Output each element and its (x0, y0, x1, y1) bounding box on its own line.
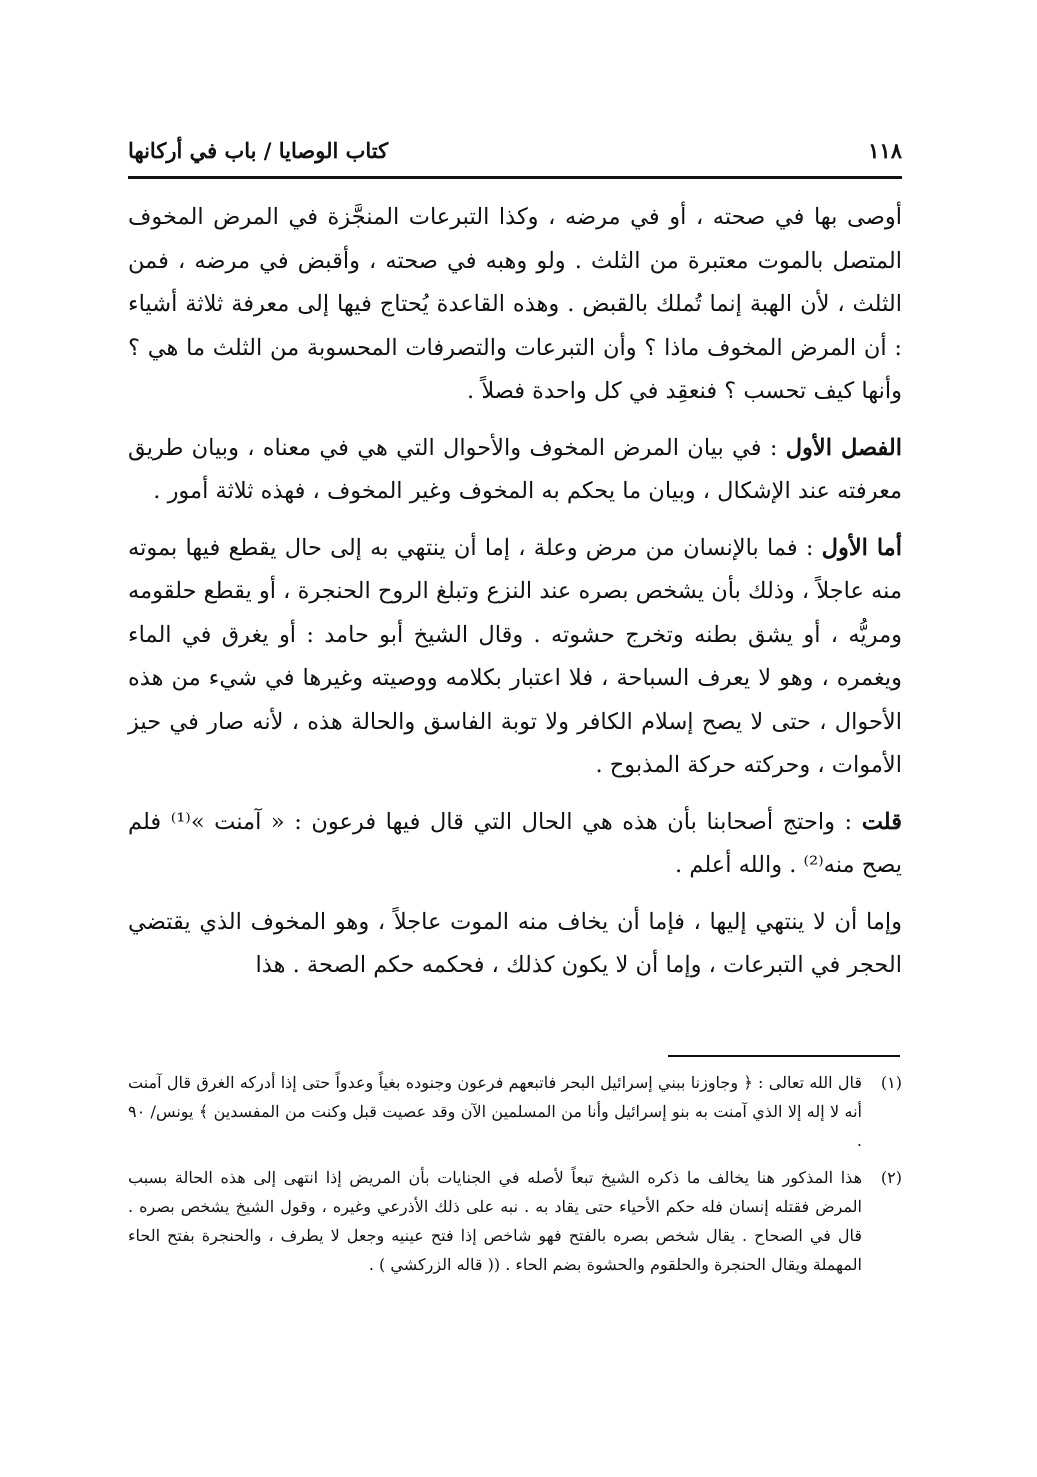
footnote-number: (١) (880, 1073, 902, 1092)
footnote-rule (668, 1055, 900, 1057)
paragraph (128, 427, 902, 514)
paragraph (128, 801, 902, 888)
footnote-text: قال الله تعالى : ﴿ وجاوزنا ببني إسرائيل البحر فاتبعهم فرعون وجنوده بغياً وعدواً حتى إذا أدركه الغرق قال آمنت أنه لا إله إلا الذي آمنت به بنو إسرائيل وأنا من المسلمين الآن وقد عصيت قبل وكنت من المفسدين ﴾ يونس/ ٩٠ . (128, 1073, 862, 1150)
paragraph (128, 901, 902, 988)
paragraph-text: : واحتج أصحابنا بأن هذه هي الحال التي قال فيها فرعون : « آمنت »⁽¹⁾ فلم يصح منه⁽²⁾ . والله أعلم . (128, 808, 902, 878)
paragraph-lead: قلت (861, 808, 902, 835)
paragraph-text: أوصى بها في صحته ، أو في مرضه ، وكذا التبرعات المنجَّزة في المرض المخوف المتصل بالموت معتبرة من الثلث . ولو وهبه في صحته ، وأقبض في مرضه ، فمن الثلث ، لأن الهبة إنما تُملك بالقبض . وهذه القاعدة يُحتاج فيها إلى معرفة ثلاثة أشياء : أن المرض المخوف ماذا ؟ وأن التبرعات والتصرفات المحسوبة من الثلث ما هي ؟ وأنها كيف تحسب ؟ فنعقِد في كل واحدة فصلاً . (128, 204, 902, 404)
paragraph-text: : في بيان المرض المخوف والأحوال التي هي في معناه ، وبيان طريق معرفته عند الإشكال ، وبيان ما يحكم به المخوف وغير المخوف ، فهذه ثلاثة أمور . (128, 434, 902, 504)
paragraph-lead: الفصل الأول (785, 434, 903, 461)
page-header (128, 132, 902, 176)
running-title: كتاب الوصايا / باب في أركانها (128, 138, 389, 163)
footnotes (128, 1068, 902, 1287)
main-text (128, 196, 902, 1001)
paragraph-text: وإما أن لا ينتهي إليها ، فإما أن يخاف منه الموت عاجلاً ، وهو المخوف الذي يقتضي الحجر في التبرعات ، وإما أن لا يكون كذلك ، فحكمه حكم الصحة . هذا (128, 908, 902, 978)
paragraph (128, 527, 902, 788)
paragraph (128, 196, 902, 414)
footnote-text: هذا المذكور هنا يخالف ما ذكره الشيخ تبعاً لأصله في الجنايات بأن المريض إذا انتهى إلى هذه الحالة بسبب المرض فقتله إنسان فله حكم الأحياء حتى يقاد به . نبه على ذلك الأذرعي وغيره ، وقول الشيخ يشخص بصره . قال في الصحاح . يقال شخص بصره بالفتح فهو شاخص إذا فتح عينيه وجعل لا يطرف ، والحنجرة بفتح الحاء المهملة ويقال الحنجرة والحلقوم والحشوة بضم الحاء . (( قاله الزركشي ) . (128, 1168, 862, 1274)
footnote (128, 1163, 902, 1279)
header-rule (128, 176, 902, 179)
page-number: ١١٨ (868, 138, 902, 163)
paragraph-text: : فما بالإنسان من مرض وعلة ، إما أن ينتهي به إلى حال يقطع فيها بموته منه عاجلاً ، وذلك بأن يشخص بصره عند النزع وتبلغ الروح الحنجرة ، أو يقطع حلقومه ومريُّه ، أو يشق بطنه وتخرج حشوته . وقال الشيخ أبو حامد : أو يغرق في الماء ويغمره ، وهو لا يعرف السباحة ، فلا اعتبار بكلامه ووصيته وغيرها في شيء من هذه الأحوال ، حتى لا يصح إسلام الكافر ولا توبة الفاسق والحالة هذه ، لأنه صار في حيز الأموات ، وحركته حركة المذبوح . (128, 534, 902, 778)
footnote (128, 1068, 902, 1155)
footnote-number: (٢) (880, 1168, 902, 1187)
paragraph-lead: أما الأول (821, 534, 902, 561)
